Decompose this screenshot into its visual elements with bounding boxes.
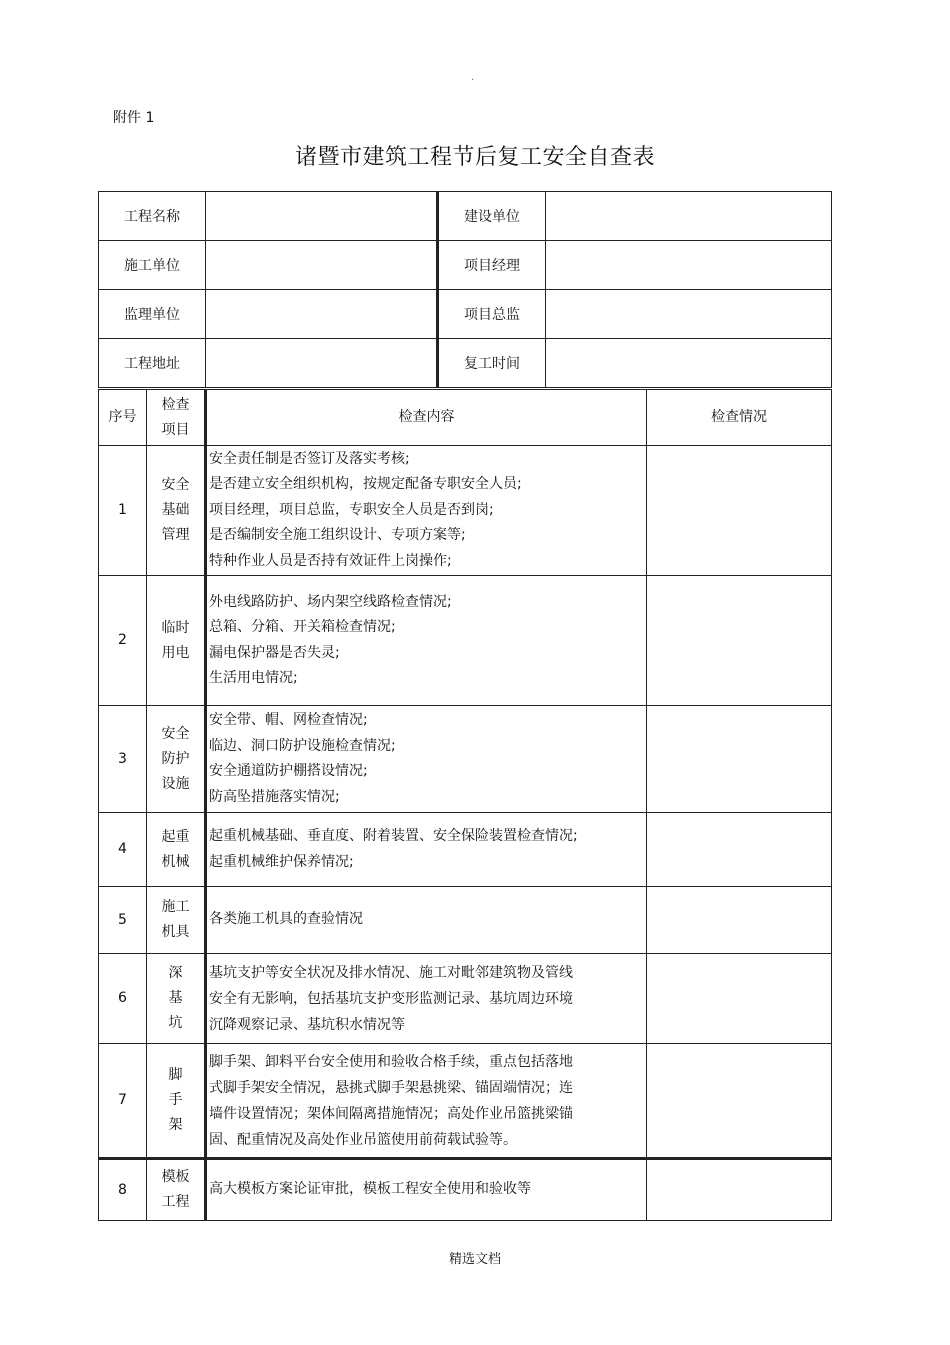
item-number: 2 <box>99 576 147 706</box>
item-name <box>147 954 206 1044</box>
info-value-field[interactable] <box>546 192 832 241</box>
item-name-line: 安全 <box>161 477 190 493</box>
item-content <box>206 954 647 1044</box>
item-name-line: 用电 <box>161 644 190 661</box>
item-number: 6 <box>99 954 147 1044</box>
item-name-line: 安全 <box>161 725 190 742</box>
content-line: 式脚手架安全情况，悬挑式脚手架悬挑梁、锚固端情况；连 <box>209 1079 573 1096</box>
content-line: 基坑支护等安全状况及排水情况、施工对毗邻建筑物及管线 <box>209 964 573 981</box>
content-line: 脚手架、卸料平台安全使用和验收合格手续，重点包括落地 <box>209 1053 573 1070</box>
info-value-field[interactable] <box>206 241 438 290</box>
header-seq: 序号 <box>99 390 147 446</box>
item-content <box>206 887 647 954</box>
item-name-line: 架 <box>168 1117 183 1133</box>
inspection-row <box>99 576 832 706</box>
content-line: 总箱、分箱、开关箱检查情况; <box>209 619 396 635</box>
item-name-line: 管理 <box>161 527 190 543</box>
content-line: 安全带、帽、网检查情况; <box>209 712 368 728</box>
document-title: 诸暨市建筑工程节后复工安全自查表 <box>294 145 655 170</box>
content-line: 起重机械基础、垂直度、附着装置、安全保险装置检查情况; <box>209 828 578 844</box>
header-item-line: 检查 <box>161 396 190 413</box>
item-name-line: 深 <box>168 965 183 981</box>
item-name <box>147 706 206 813</box>
inspection-row <box>99 1159 832 1221</box>
item-name-line: 基 <box>168 990 183 1006</box>
project-info-table <box>98 191 832 388</box>
item-name-line: 基础 <box>161 502 190 518</box>
info-value-field[interactable] <box>546 290 832 339</box>
info-value-field[interactable] <box>546 241 832 290</box>
content-line: 外电线路防护、场内架空线路检查情况; <box>209 593 452 610</box>
item-status-field[interactable] <box>647 706 832 813</box>
item-number: 4 <box>99 813 147 887</box>
info-value-field[interactable] <box>546 339 832 388</box>
content-line: 生活用电情况; <box>209 670 298 686</box>
item-name <box>147 887 206 954</box>
item-content <box>206 1044 647 1159</box>
content-line: 固、配重情况及高处作业吊篮使用前荷载试验等。 <box>209 1131 517 1148</box>
item-name-line: 手 <box>168 1092 183 1108</box>
item-content <box>206 446 647 576</box>
content-line: 漏电保护器是否失灵; <box>209 644 340 661</box>
item-status-field[interactable] <box>647 446 832 576</box>
content-line: 防高坠措施落实情况; <box>209 788 340 805</box>
info-label: 施工单位 <box>99 241 206 290</box>
item-name-line: 脚 <box>168 1067 183 1083</box>
item-content <box>206 706 647 813</box>
inspection-row <box>99 1044 832 1159</box>
item-name <box>147 1044 206 1159</box>
inspection-table <box>98 389 832 1221</box>
item-name-line: 工程 <box>161 1194 190 1210</box>
item-status-field[interactable] <box>647 813 832 887</box>
item-content <box>206 813 647 887</box>
inspection-row <box>99 813 832 887</box>
inspection-row <box>99 887 832 954</box>
info-label: 项目经理 <box>438 241 546 290</box>
inspection-row <box>99 706 832 813</box>
item-status-field[interactable] <box>647 576 832 706</box>
attachment-label: 附件 1 <box>113 110 155 126</box>
item-name-line: 机械 <box>161 853 190 870</box>
content-line: 起重机械维护保养情况; <box>209 853 354 870</box>
info-label: 复工时间 <box>438 339 546 388</box>
info-label: 项目总监 <box>438 290 546 339</box>
item-number: 7 <box>99 1044 147 1159</box>
header-content: 检查内容 <box>206 390 647 446</box>
info-label: 建设单位 <box>438 192 546 241</box>
item-content <box>206 576 647 706</box>
header-item-line: 项目 <box>161 421 190 438</box>
footer-text: 精选文档 <box>448 1252 501 1267</box>
info-row <box>99 192 832 241</box>
content-line: 项目经理，项目总监，专职安全人员是否到岗; <box>209 501 494 518</box>
item-name <box>147 813 206 887</box>
item-name <box>147 1159 206 1221</box>
content-line: 是否建立安全组织机构，按规定配备专职安全人员; <box>209 476 522 493</box>
item-number: 3 <box>99 706 147 813</box>
info-label: 工程地址 <box>99 339 206 388</box>
item-name <box>147 446 206 576</box>
item-name-line: 设施 <box>161 775 190 792</box>
inspection-row <box>99 446 832 576</box>
content-line: 安全有无影响，包括基坑支护变形监测记录、基坑周边环境 <box>209 990 573 1007</box>
content-line: 安全通道防护棚搭设情况; <box>209 763 368 779</box>
info-value-field[interactable] <box>206 192 438 241</box>
header-status: 检查情况 <box>647 390 832 446</box>
item-name-line: 机具 <box>161 924 190 940</box>
item-status-field[interactable] <box>647 1044 832 1159</box>
item-number: 8 <box>99 1159 147 1221</box>
content-line: 临边、洞口防护设施检查情况; <box>209 737 396 754</box>
item-name-line: 施工 <box>161 899 190 915</box>
item-name-line: 临时 <box>161 619 190 636</box>
item-status-field[interactable] <box>647 954 832 1044</box>
header-item <box>147 390 206 446</box>
content-line: 特种作业人员是否持有效证件上岗操作; <box>209 552 452 569</box>
info-label: 工程名称 <box>99 192 206 241</box>
item-name-line: 起重 <box>161 828 190 845</box>
info-row <box>99 339 832 388</box>
content-line: 沉降观察记录、基坑积水情况等 <box>209 1016 405 1033</box>
info-row <box>99 241 832 290</box>
item-name-line: 模板 <box>161 1169 190 1185</box>
inspection-header-row <box>99 390 832 446</box>
content-line: 各类施工机具的查验情况 <box>209 911 363 928</box>
info-value-field[interactable] <box>206 339 438 388</box>
item-number: 5 <box>99 887 147 954</box>
content-line: 安全责任制是否签订及落实考核; <box>209 450 410 467</box>
inspection-row <box>99 954 832 1044</box>
content-line: 是否编制安全施工组织设计、专项方案等; <box>209 527 466 544</box>
item-status-field[interactable] <box>647 1159 832 1221</box>
info-label: 监理单位 <box>99 290 206 339</box>
item-number: 1 <box>99 446 147 576</box>
item-name-line: 防护 <box>161 750 190 767</box>
item-status-field[interactable] <box>647 887 832 954</box>
item-name <box>147 576 206 706</box>
top-mark: . <box>471 72 475 83</box>
info-row <box>99 290 832 339</box>
content-line: 高大模板方案论证审批，模板工程安全使用和验收等 <box>209 1181 531 1198</box>
content-line: 墙件设置情况；架体间隔离措施情况；高处作业吊篮挑梁锚 <box>209 1105 573 1122</box>
info-value-field[interactable] <box>206 290 438 339</box>
item-name-line: 坑 <box>168 1015 183 1031</box>
item-content <box>206 1159 647 1221</box>
